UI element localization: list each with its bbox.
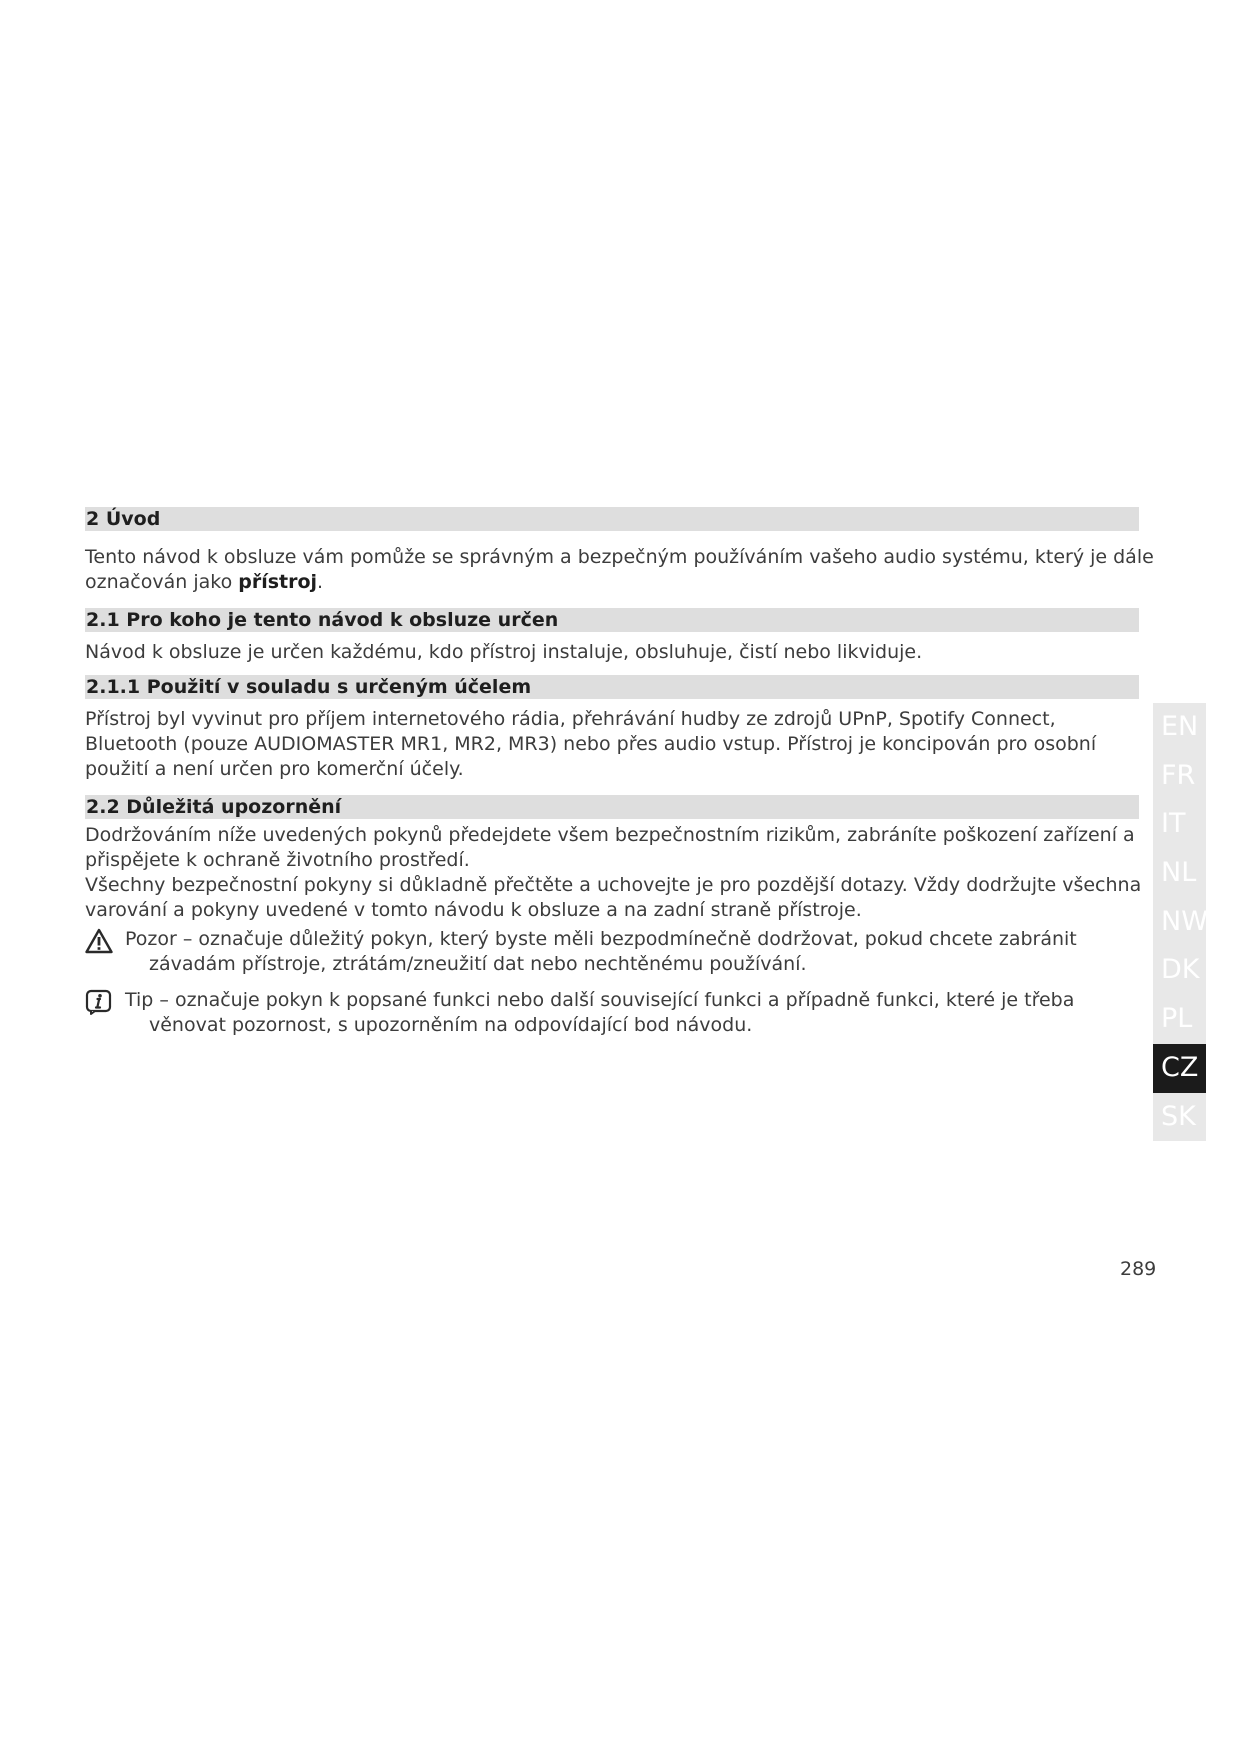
warning-note	[85, 927, 1139, 977]
language-tab-sk[interactable]: SK	[1153, 1093, 1206, 1142]
language-tab-it[interactable]: IT	[1153, 800, 1206, 849]
intro-line-2	[85, 570, 1139, 595]
page-number: 289	[1120, 1258, 1157, 1280]
info-icon	[85, 989, 113, 1015]
intended-use-line-3: použití a není určen pro komerční účely.	[85, 758, 464, 780]
language-tab-fr[interactable]: FR	[1153, 752, 1206, 801]
tip-line-2: věnovat pozornost, s upozorněním na odpovídající bod návodu.	[149, 1014, 753, 1036]
manual-page-content	[85, 507, 1154, 1038]
intro-line-1: Tento návod k obsluze vám pomůže se správným a bezpečným používáním vašeho audio systému, který je dále	[85, 546, 1154, 568]
tip-note	[85, 988, 1139, 1038]
important-notes-line-4: varování a pokyny uvedené v tomto návodu k obsluze a na zadní straně přístroje.	[85, 899, 862, 921]
important-notes-line-3: Všechny bezpečnostní pokyny si důkladně přečtěte a uchovejte je pro pozdější dotazy. Vždy dodržujte všechna	[85, 874, 1142, 896]
language-tab-cz[interactable]: CZ	[1153, 1044, 1206, 1093]
important-notes-line-1: Dodržováním níže uvedených pokynů předejdete všem bezpečnostním rizikům, zabráníte poškození zařízení a	[85, 824, 1135, 846]
intended-use-line-2: Bluetooth (pouze AUDIOMASTER MR1, MR2, MR3) nebo přes audio vstup. Přístroj je koncipován pro osobní	[85, 733, 1097, 755]
important-notes-paragraph	[85, 823, 1142, 923]
language-tabs	[1153, 703, 1206, 1141]
language-tab-en[interactable]: EN	[1153, 703, 1206, 752]
language-tab-nl[interactable]: NL	[1153, 849, 1206, 898]
intro-line-2-suffix: .	[317, 571, 324, 593]
language-tab-dk[interactable]: DK	[1153, 946, 1206, 995]
section-heading-2-1-1: 2.1.1 Použití v souladu s určeným účelem	[85, 675, 1139, 699]
intended-use-paragraph	[85, 707, 1139, 782]
warning-triangle-icon	[85, 928, 113, 954]
intro-paragraph	[85, 545, 1154, 595]
section-heading-2: 2 Úvod	[85, 507, 1139, 531]
tip-line-1: Tip – označuje pokyn k popsané funkci nebo další související funkci a případně funkci, které je třeba	[125, 989, 1075, 1011]
section-heading-2-2: 2.2 Důležitá upozornění	[85, 795, 1139, 819]
device-term: přístroj	[238, 571, 318, 593]
section-heading-2-1: 2.1 Pro koho je tento návod k obsluze určen	[85, 608, 1139, 632]
language-tab-nw[interactable]: NW	[1153, 898, 1206, 947]
intro-line-2-prefix: označován jako	[85, 571, 239, 593]
warning-line-2: závadám přístroje, ztrátám/zneužití dat nebo nechtěnému používání.	[149, 953, 807, 975]
section-2-1-text: Návod k obsluze je určen každému, kdo přístroj instaluje, obsluhuje, čistí nebo likviduje.	[85, 641, 923, 663]
language-tab-pl[interactable]: PL	[1153, 995, 1206, 1044]
intended-use-line-1: Přístroj byl vyvinut pro příjem internetového rádia, přehrávání hudby ze zdrojů UPnP, Spotify Connect,	[85, 708, 1056, 730]
warning-line-1: Pozor – označuje důležitý pokyn, který byste měli bezpodmínečně dodržovat, pokud chcete zabránit	[125, 928, 1077, 950]
important-notes-line-2: přispějete k ochraně životního prostředí.	[85, 849, 470, 871]
